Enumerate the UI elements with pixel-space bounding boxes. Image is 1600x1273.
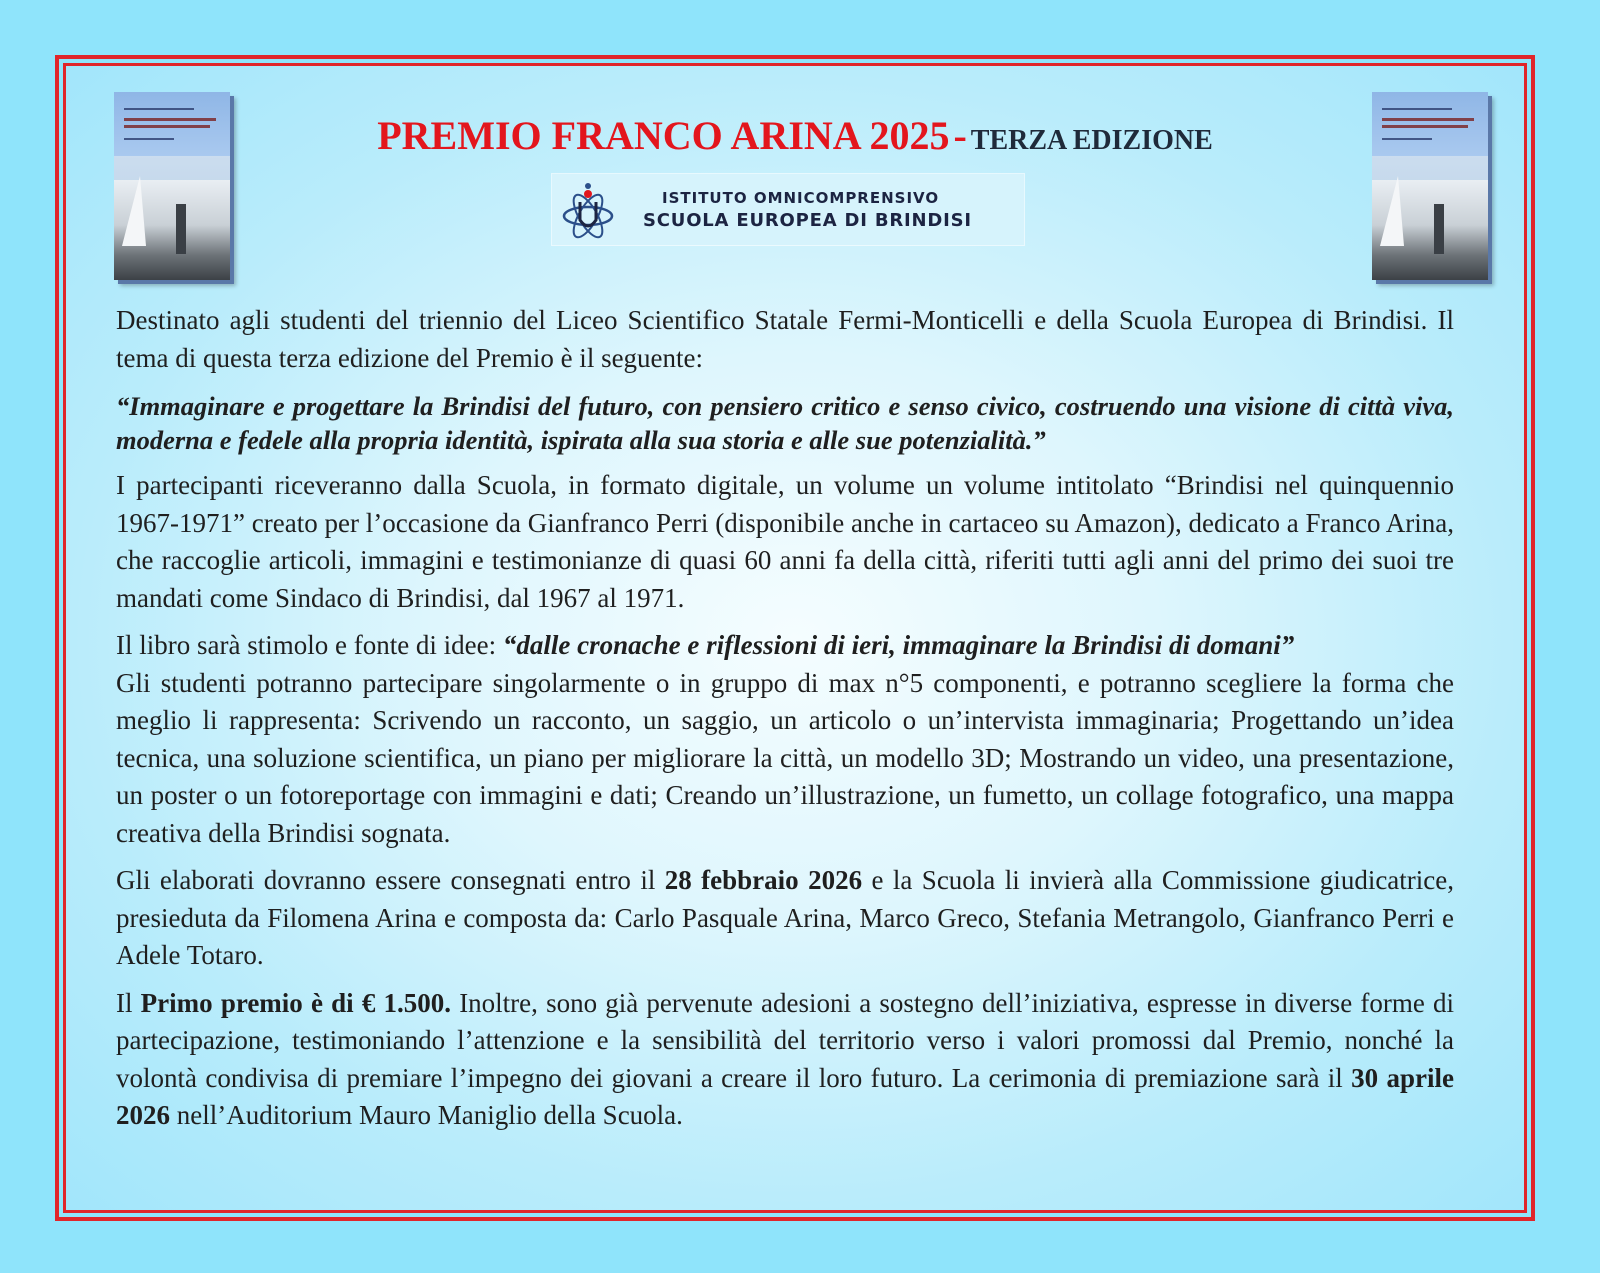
prize-text-b: Inoltre, sono già pervenute adesioni a sostegno dell’iniziativa, espresse in diverse forme di partecipazione, testimoniando l’attenzione e la sensibilità del territorio verso i valori promossi dal Premio, nonché la volontà condivisa di premiare l’impegno dei giovani a creare il loro futuro. La cerimonia di premiazione sarà il <box>116 987 1454 1093</box>
deadline-date: 28 febbraio 2026 <box>664 865 863 895</box>
deadline-text-b: e la Scuola li invierà alla Commissione giudicatrice, presieduta da Filomena Arina e composta da: Carlo Pasquale Arina, Marco Greco, Stefania Metrangolo, Gianfranco Perri e Adele Totaro. <box>116 865 1454 970</box>
school-logo-banner <box>552 174 1024 245</box>
prize-amount: Primo premio è di € 1.500. <box>140 987 452 1018</box>
theme-quote: “Immaginare e progettare la Brindisi del futuro, con pensiero critico e senso civico, costruendo una visione di città viva, moderna e fedele alla propria identità, ispirata alla sua storia e alle sue potenzialità.” <box>116 391 1454 455</box>
prize-paragraph <box>116 985 1454 1135</box>
poster-panel <box>63 63 1527 1213</box>
book-paragraph: I partecipanti riceveranno dalla Scuola, in formato digitale, un volume un volume intitolato “Brindisi nel quinquennio 1967-1971” creato per l’occasione da Gianfranco Perri (disponibile anche in cartaceo su Amazon), dedicato a Franco Arina, che raccoglie articoli, immagini e testimonianze di quasi 60 anni fa della città, riferiti tutti agli anni del primo dei suoi tre mandati come Sindaco di Brindisi, dal 1967 al 1971. <box>116 470 1454 613</box>
ceremony-date: 30 aprile 2026 <box>116 1062 1454 1130</box>
page-title <box>66 112 1524 159</box>
title-main: PREMIO FRANCO ARINA 2025 <box>377 113 950 158</box>
deadline-paragraph <box>116 862 1454 975</box>
atom-school-logo-icon <box>560 180 616 240</box>
inspiration-paragraph <box>116 627 1454 665</box>
participation-paragraph: Gli studenti potranno partecipare singolarmente o in gruppo di max n°5 componenti, e potranno scegliere la forma che meglio li rappresenta: Scrivendo un racconto, un saggio, un articolo o un’intervista immaginaria; Progettando un’idea tecnica, una soluzione scientifica, un piano per migliorare la città, un modello 3D; Mostrando un video, una presentazione, un poster o un fotoreportage con immagini e dati; Creando un’illustrazione, un fumetto, un collage fotografico, una mappa creativa della Brindisi sognata. <box>116 667 1454 848</box>
title-edition: TERZA EDIZIONE <box>970 125 1213 156</box>
intro-paragraph: Destinato agli studenti del triennio del Liceo Scientifico Statale Fermi-Monticelli e della Scuola Europea di Brindisi. Il tema di questa terza edizione del Premio è il seguente: <box>116 305 1454 373</box>
logo-school-name: SCUOLA EUROPEA DI BRINDISI <box>643 210 972 231</box>
inspiration-lead: Il libro sarà stimolo e fonte di idee: <box>116 630 503 660</box>
poster-frame <box>55 55 1535 1221</box>
inspiration-quote: “dalle cronache e riflessioni di ieri, immaginare la Brindisi di domani” <box>502 630 1295 660</box>
logo-institute-line: ISTITUTO OMNICOMPRENSIVO <box>662 189 940 207</box>
deadline-text-a: Gli elaborati dovranno essere consegnati entro il <box>116 865 665 895</box>
title-dash: - <box>953 113 967 158</box>
body-text <box>116 302 1454 1135</box>
prize-text-c: nell’Auditorium Mauro Maniglio della Scuola. <box>170 1100 683 1130</box>
prize-text-a: Il <box>116 987 141 1018</box>
